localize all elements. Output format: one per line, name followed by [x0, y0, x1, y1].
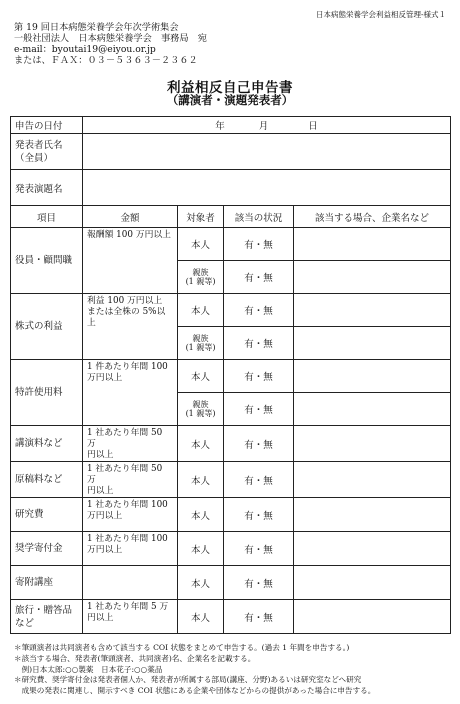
target-self: 本人	[178, 360, 224, 393]
society-office: 一般社団法人 日本病態栄養学会 事務局 宛	[14, 33, 207, 44]
family-label: 親族	[192, 400, 209, 409]
family-label: 親族	[192, 334, 209, 343]
target-self: 本人	[178, 566, 224, 600]
note-3-cont: 成果の発表に関連し、開示すべき COI 状態にある企業や団体などからの提供があった場合に申告する。	[14, 686, 376, 696]
amount-threshold: 1 社あたり年間 100 万円以上	[83, 532, 178, 566]
company-field[interactable]	[294, 566, 451, 600]
company-field[interactable]	[294, 393, 451, 426]
item-label: 株式の利益	[11, 294, 83, 360]
status-choice[interactable]: 有・無	[224, 462, 294, 498]
notes	[14, 643, 450, 697]
target-self: 本人	[178, 294, 224, 327]
col-header-company: 該当する場合、企業名など	[294, 206, 451, 228]
family-note: (1 親等)	[185, 409, 216, 418]
status-choice[interactable]: 有・無	[224, 532, 294, 566]
item-label: 役員・顧問職	[11, 228, 83, 294]
name-label: 発表者氏名 （全員）	[11, 134, 83, 170]
addressee-block	[14, 22, 207, 66]
target-self: 本人	[178, 228, 224, 261]
fax-line: または、ＦＡＸ：０３－５３６３－２３６２	[14, 55, 198, 66]
item-row	[11, 462, 451, 498]
form-subtitle: （講演者・演題発表者）	[166, 93, 294, 107]
target-family	[178, 393, 224, 426]
conference-name: 第 19 回日本病態栄養学会年次学術集会	[14, 22, 179, 33]
note-2: ＊該当する場合、発表者(筆頭演者、共同演者)名、企業名を記載する。	[14, 653, 256, 663]
item-row	[11, 294, 451, 327]
date-day: 日	[308, 121, 318, 132]
company-field[interactable]	[294, 360, 451, 393]
target-self: 本人	[178, 462, 224, 498]
email-line: e-mail：byoutai19@eiyou.or.jp	[14, 44, 156, 55]
item-label: 寄附講座	[11, 566, 83, 600]
company-field[interactable]	[294, 228, 451, 261]
company-field[interactable]	[294, 462, 451, 498]
family-note: (1 親等)	[185, 277, 216, 286]
item-row	[11, 426, 451, 462]
form-title: 利益相反自己申告書	[167, 80, 293, 96]
col-header-item: 項目	[11, 206, 83, 228]
item-label: 特許使用料	[11, 360, 83, 426]
target-family	[178, 327, 224, 360]
form-code: 日本病態栄養学会利益相反管理-様式１	[315, 10, 446, 19]
target-self: 本人	[178, 532, 224, 566]
topic-field[interactable]	[83, 170, 451, 206]
coi-form-table	[10, 116, 451, 634]
col-header-amount: 金額	[83, 206, 178, 228]
status-choice[interactable]: 有・無	[224, 294, 294, 327]
note-1: ＊筆頭演者は共同演者も含めて該当する COI 状態をまとめて申告する。(過去 1 年間を申告する。)	[14, 643, 350, 652]
status-choice[interactable]: 有・無	[224, 261, 294, 294]
header-row	[11, 206, 451, 228]
status-choice[interactable]: 有・無	[224, 327, 294, 360]
amount-threshold	[83, 566, 178, 600]
name-field[interactable]	[83, 134, 451, 170]
amount-threshold: 利益 100 万円以上 または全株の 5%以上	[83, 294, 178, 360]
item-row	[11, 360, 451, 393]
target-family	[178, 261, 224, 294]
item-label: 講演料など	[11, 426, 83, 462]
date-label: 申告の日付	[11, 117, 83, 134]
item-row	[11, 498, 451, 532]
item-label: 奨学寄付金	[11, 532, 83, 566]
status-choice[interactable]: 有・無	[224, 393, 294, 426]
col-header-status: 該当の状況	[224, 206, 294, 228]
company-field[interactable]	[294, 600, 451, 634]
family-note: (1 親等)	[185, 343, 216, 352]
item-label: 原稿料など	[11, 462, 83, 498]
item-row	[11, 228, 451, 261]
target-self: 本人	[178, 600, 224, 634]
item-label: 研究費	[11, 498, 83, 532]
item-row	[11, 600, 451, 634]
amount-threshold: 1 社あたり年間 5 万 円以上	[83, 600, 178, 634]
amount-threshold: 1 社あたり年間 50 万 円以上	[83, 462, 178, 498]
company-field[interactable]	[294, 261, 451, 294]
note-2-example: 例)日本太郎:○○製薬 日本花子:○○薬品	[14, 664, 163, 674]
item-row	[11, 532, 451, 566]
amount-threshold: 1 社あたり年間 50 万 円以上	[83, 426, 178, 462]
note-3: ＊研究費、奨学寄付金は発表者個人か、発表者が所属する部局(講座、分野)あるいは研究室などへ研究	[14, 675, 362, 685]
topic-label: 発表演題名	[11, 170, 83, 206]
item-label: 旅行・贈答品 など	[11, 600, 83, 634]
status-choice[interactable]: 有・無	[224, 600, 294, 634]
company-field[interactable]	[294, 426, 451, 462]
date-field[interactable]	[83, 117, 451, 134]
date-month: 月	[258, 121, 269, 132]
family-label: 親族	[192, 268, 209, 277]
company-field[interactable]	[294, 294, 451, 327]
company-field[interactable]	[294, 498, 451, 532]
target-self: 本人	[178, 426, 224, 462]
status-choice[interactable]: 有・無	[224, 360, 294, 393]
target-self: 本人	[178, 498, 224, 532]
amount-threshold: 1 社あたり年間 100 万円以上	[83, 498, 178, 532]
item-row	[11, 566, 451, 600]
status-choice[interactable]: 有・無	[224, 228, 294, 261]
company-field[interactable]	[294, 532, 451, 566]
amount-threshold: 1 件あたり年間 100 万円以上	[83, 360, 178, 426]
company-field[interactable]	[294, 327, 451, 360]
status-choice[interactable]: 有・無	[224, 498, 294, 532]
status-choice[interactable]: 有・無	[224, 566, 294, 600]
status-choice[interactable]: 有・無	[224, 426, 294, 462]
col-header-target: 対象者	[178, 206, 224, 228]
amount-threshold: 報酬額 100 万円以上	[83, 228, 178, 294]
date-year: 年	[215, 121, 225, 132]
